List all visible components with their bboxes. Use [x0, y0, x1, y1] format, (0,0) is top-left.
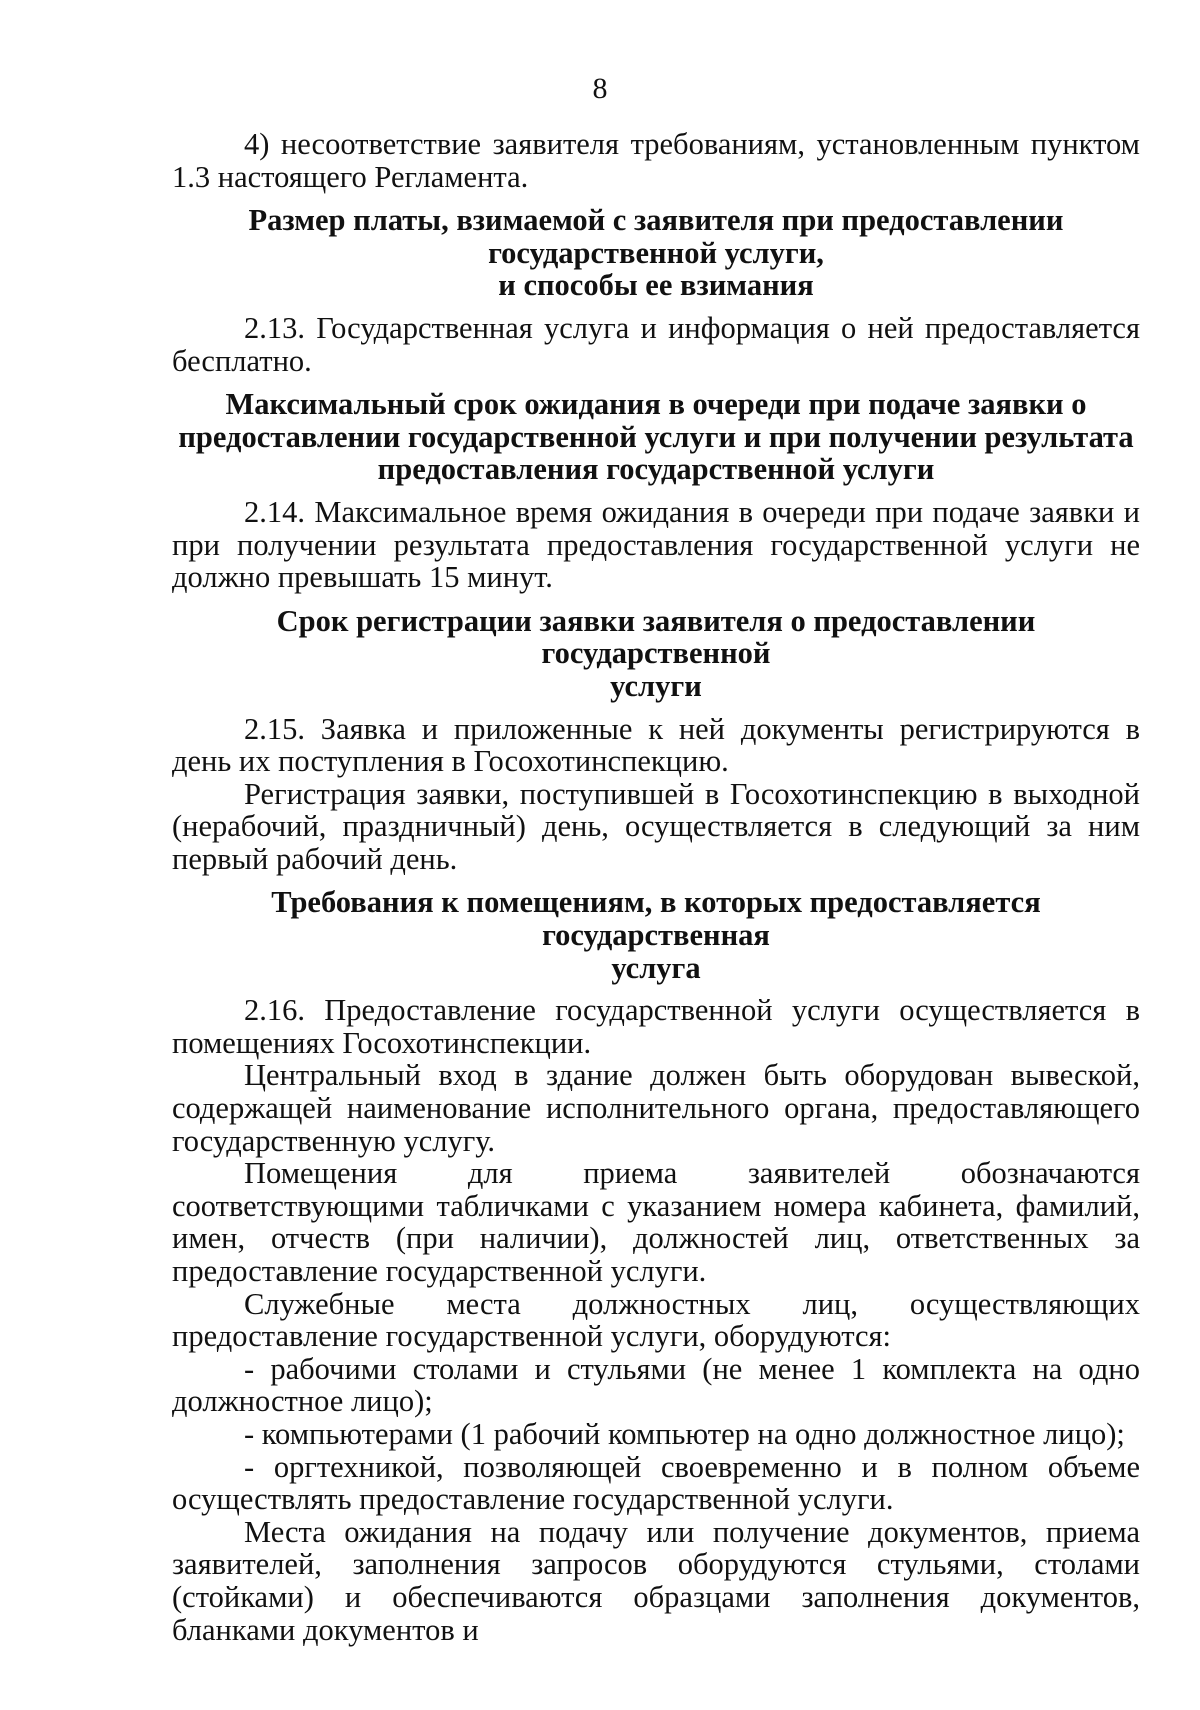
heading-line: государственной услуги, [488, 235, 824, 270]
section-heading-premises [172, 886, 1140, 984]
heading-line: Максимальный срок ожидания в очереди при подаче заявки о [225, 387, 1087, 422]
section-heading-fee [172, 204, 1140, 302]
paragraph-waiting-areas: Места ожидания на подачу или получение документов, приема заявителей, заполнения запросов оборудуются стульями, столами (стойками) и обеспечиваются образцами заполнения документов, бланками документов и [172, 1514, 1140, 1647]
paragraph-central-entrance: Центральный вход в здание должен быть оборудован вывеской, содержащей наименование исполнительного органа, предоставляющего государственную услугу. [172, 1058, 1140, 1158]
paragraph-item-4: 4) несоответствие заявителя требованиям, установленным пунктом 1.3 настоящего Регламента. [172, 127, 1140, 194]
list-item-office-equipment: - оргтехникой, позволяющей своевременно и в полном объеме осуществлять предоставление государственной услуги. [172, 1449, 1140, 1517]
heading-line: предоставления государственной услуги [377, 452, 935, 487]
heading-line: Срок регистрации заявки заявителя о предоставлении государственной [276, 603, 1036, 671]
paragraph-2-13: 2.13. Государственная услуга и информация о ней предоставляется бесплатно. [172, 310, 1140, 378]
paragraph-2-15: 2.15. Заявка и приложенные к ней документы регистрируются в день их поступления в Госохотинспекцию. [172, 711, 1140, 779]
page-number: 8 [592, 72, 608, 105]
list-item-desks: - рабочими столами и стульями (не менее 1 комплекта на одно должностное лицо); [172, 1351, 1140, 1419]
list-item-computers: - компьютерами (1 рабочий компьютер на одно должностное лицо); [244, 1416, 1125, 1451]
heading-line: и способы ее взимания [498, 268, 814, 303]
heading-line: Требования к помещениям, в которых предоставляется государственная [271, 885, 1041, 953]
heading-line: Размер платы, взимаемой с заявителя при предоставлении [248, 203, 1064, 238]
paragraph-reception-rooms: Помещения для приема заявителей обозначаются соответствующими табличками с указанием номера кабинета, фамилий, имен, отчеств (при наличии), должностей лиц, ответственных за предоставление государственной услуги. [172, 1156, 1140, 1288]
paragraph-2-16: 2.16. Предоставление государственной услуги осуществляется в помещениях Госохотинспекции. [172, 993, 1140, 1060]
paragraph-workplaces: Служебные места должностных лиц, осуществляющих предоставление государственной услуги, оборудуются: [172, 1286, 1140, 1354]
section-heading-registration [172, 605, 1140, 703]
heading-line: предоставлении государственной услуги и при получении результата [178, 419, 1134, 454]
section-heading-wait-time [172, 388, 1140, 486]
heading-line: услуга [611, 950, 701, 985]
heading-line: услуги [610, 668, 702, 703]
document-body [172, 128, 1140, 1646]
paragraph-2-14: 2.14. Максимальное время ожидания в очереди при подаче заявки и при получении результата предоставления государственной услуги не должно превышать 15 минут. [172, 494, 1140, 595]
paragraph-registration-weekend: Регистрация заявки, поступившей в Госохотинспекцию в выходной (нерабочий, праздничный) день, осуществляется в следующий за ним первый рабочий день. [172, 776, 1140, 876]
